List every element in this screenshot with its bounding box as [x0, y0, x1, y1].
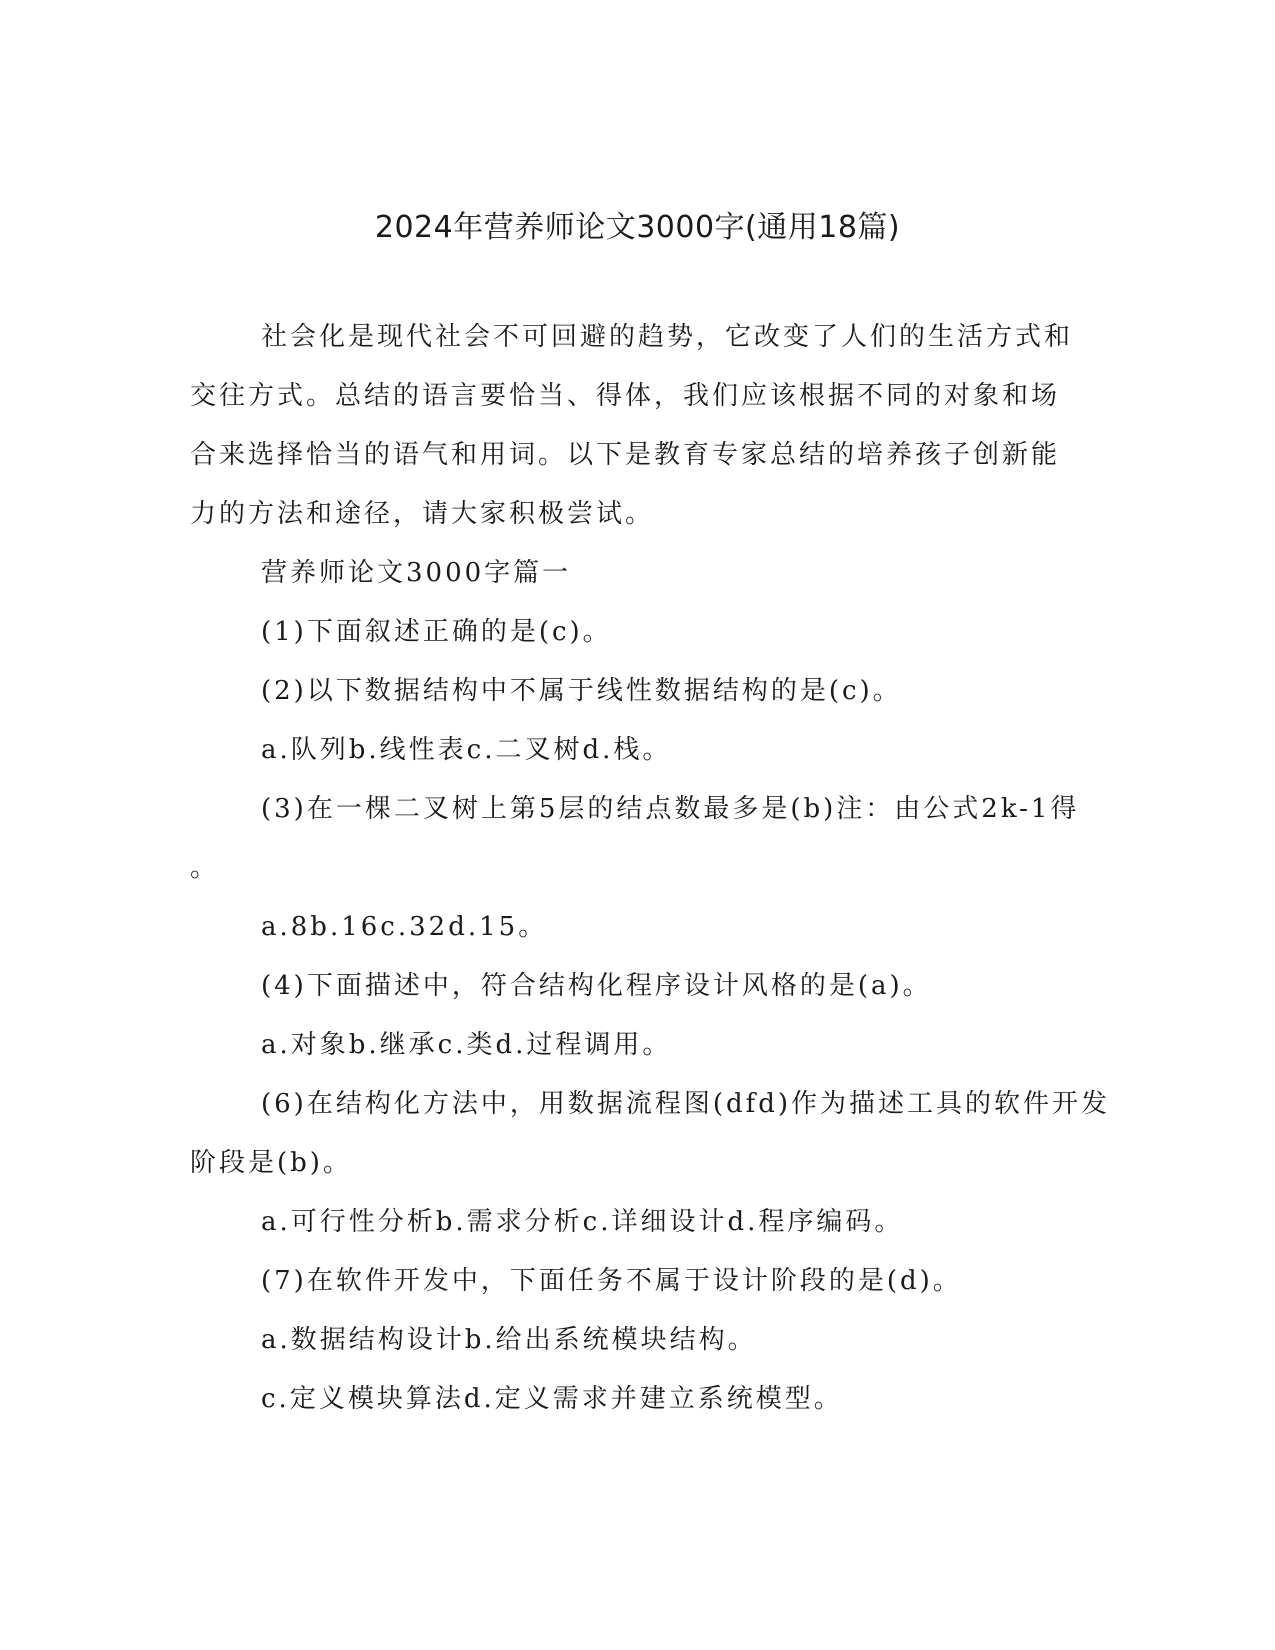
question-6-continuation: 阶段是(b)。 — [190, 1148, 352, 1178]
question-7-options-2: c.定义模块算法d.定义需求并建立系统模型。 — [261, 1384, 843, 1414]
question-3-options: a.8b.16c.32d.15。 — [261, 912, 548, 942]
intro-line-3: 合来选择恰当的语气和用词。以下是教育专家总结的培养孩子创新能 — [190, 440, 1061, 470]
document-title: 2024年营养师论文3000字(通用18篇) — [374, 210, 901, 245]
question-4: (4)下面描述中，符合结构化程序设计风格的是(a)。 — [261, 971, 932, 1001]
question-6: (6)在结构化方法中，用数据流程图(dfd)作为描述工具的软件开发 — [261, 1089, 1111, 1119]
question-4-options: a.对象b.继承c.类d.过程调用。 — [261, 1030, 672, 1060]
intro-line-4: 力的方法和途径，请大家积极尝试。 — [190, 499, 655, 529]
intro-line-1: 社会化是现代社会不可回避的趋势，它改变了人们的生活方式和 — [261, 322, 1074, 352]
question-7: (7)在软件开发中，下面任务不属于设计阶段的是(d)。 — [261, 1266, 962, 1296]
intro-line-2: 交往方式。总结的语言要恰当、得体，我们应该根据不同的对象和场 — [190, 381, 1061, 411]
question-7-options-1: a.数据结构设计b.给出系统模块结构。 — [261, 1325, 757, 1355]
question-3: (3)在一棵二叉树上第5层的结点数最多是(b)注：由公式2k-1得 — [261, 794, 1080, 824]
question-2-options: a.队列b.线性表c.二叉树d.栈。 — [261, 735, 672, 765]
section-heading: 营养师论文3000字篇一 — [261, 558, 572, 588]
question-3-continuation: 。 — [190, 853, 220, 883]
question-1: (1)下面叙述正确的是(c)。 — [261, 617, 612, 647]
question-6-options: a.可行性分析b.需求分析c.详细设计d.程序编码。 — [261, 1207, 904, 1237]
question-2: (2)以下数据结构中不属于线性数据结构的是(c)。 — [261, 676, 902, 706]
